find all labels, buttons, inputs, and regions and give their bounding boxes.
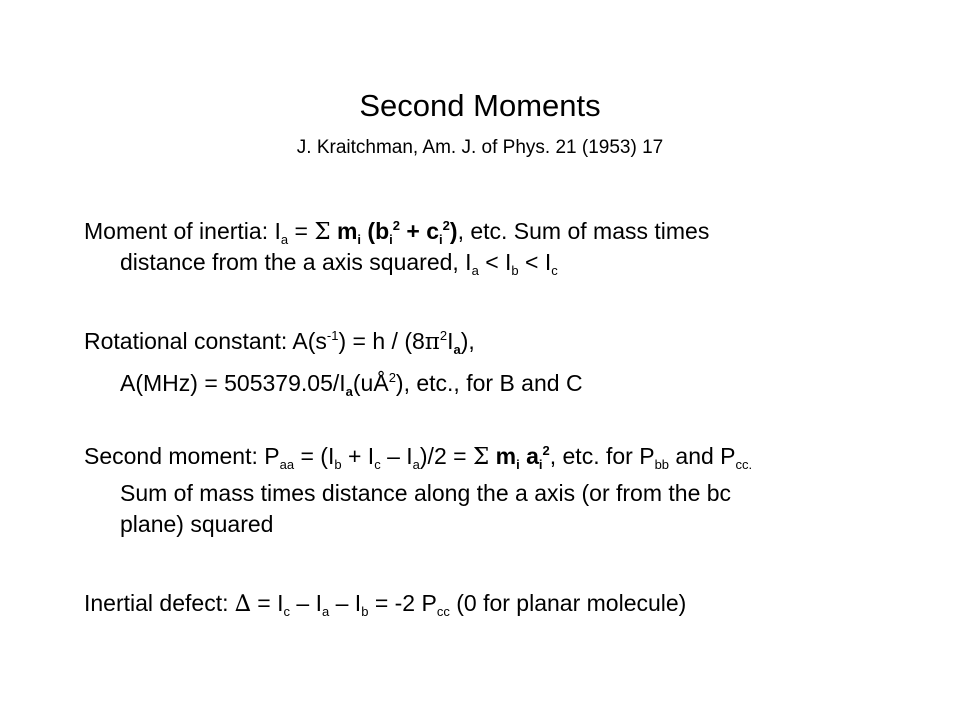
sigma-symbol: Σ — [314, 219, 331, 245]
rotational-constant-line-1: Rotational constant: $A(s^{-1}) = h / (8\pi^2I_a)$, — [84, 328, 475, 357]
moment-of-inertia-line-1: Moment of inertia: $I_a = \Sigma$ $m_i$ $(b_i^2 + c_i^2)$, etc. Sum of mass times — [84, 218, 710, 247]
rotational-constant-line-2: $A(MHz) = 505379.05/I_a(uÅ^2)$, etc., for B and C — [120, 370, 583, 399]
delta-symbol: ∆ — [234, 591, 251, 617]
pi-symbol: π — [424, 329, 440, 355]
sigma-symbol: Σ — [472, 444, 490, 470]
second-moment-line-2: Sum of mass times distance along the a axis (or from the bc — [120, 480, 732, 506]
second-moment-line-3: plane) squared — [120, 511, 274, 537]
citation-subtitle: J. Kraitchman, Am. J. of Phys. 21 (1953) 17 — [296, 137, 664, 158]
page-title: Second Moments — [359, 88, 601, 123]
inertial-defect-line: Inertial defect: ∆ = $I_c - I_a - I_b = -2$ $P_{cc}$ (0 for planar molecule) — [84, 590, 687, 619]
moment-of-inertia-line-2: distance from the a axis squared, $I_a < I_b < I_c$ — [120, 249, 558, 278]
second-moment-line-1: Second moment: $P_{aa} = (I_b + I_c - I_a)/2 = \Sigma$ $m_i$ $a_i^2$, etc. for $P_{bb}$ and $P_{cc.}$ — [84, 443, 753, 472]
